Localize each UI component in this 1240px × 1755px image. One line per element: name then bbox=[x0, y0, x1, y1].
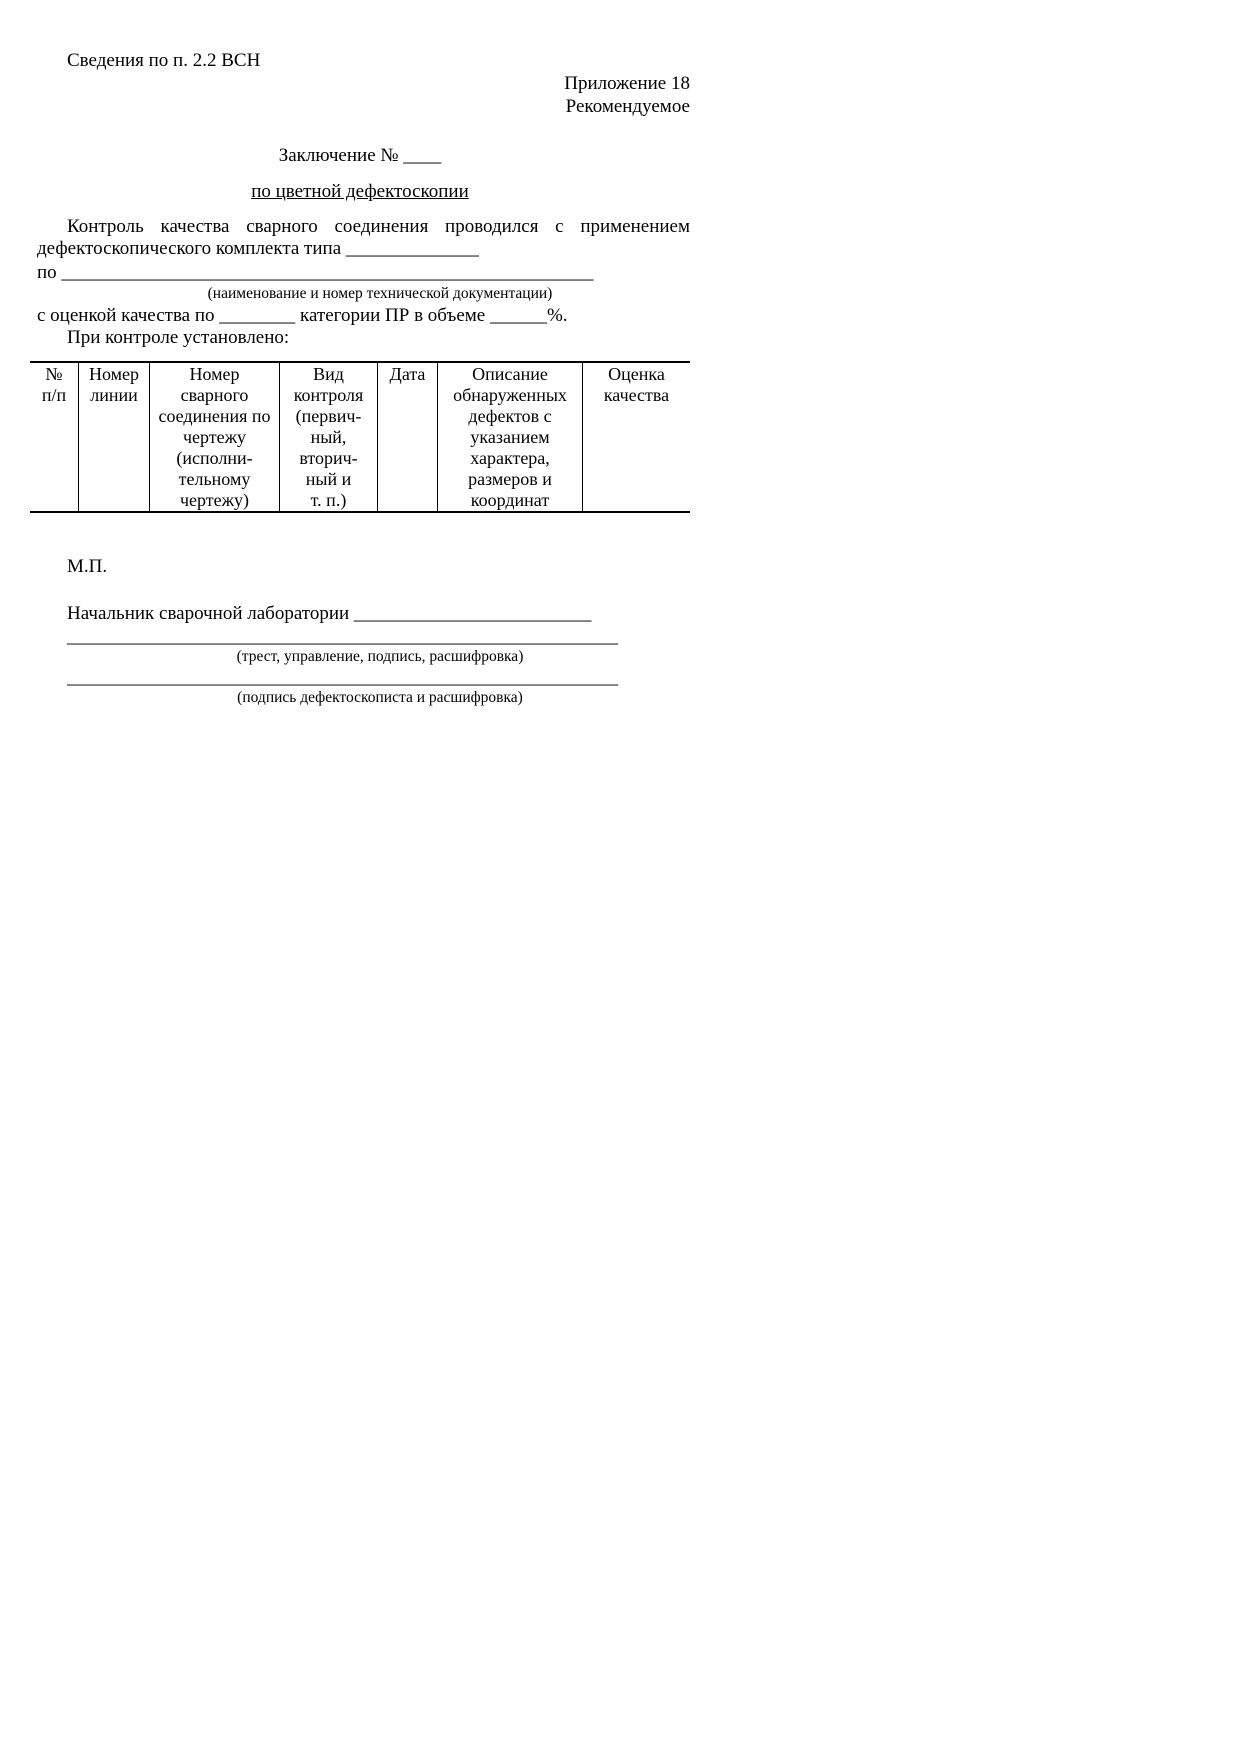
header-cell-line: Номер линии bbox=[79, 362, 150, 512]
chief-signature-line: Начальник сварочной лаборатории _________________________ bbox=[67, 603, 592, 624]
signature-line-a: __________________________________________________________ bbox=[67, 626, 618, 647]
body-line-2: дефектоскопического комплекта типа ______________ bbox=[37, 238, 479, 259]
body-line-3: по ________________________________________________________ bbox=[37, 262, 594, 283]
header-cell-date: Дата bbox=[378, 362, 438, 512]
body-line-5: При контроле установлено: bbox=[67, 327, 290, 348]
header-cell-number: № п/п bbox=[30, 362, 79, 512]
appendix-status: Рекомендуемое bbox=[565, 96, 690, 117]
conclusion-title: Заключение № ____ bbox=[278, 145, 442, 166]
header-cell-quality: Оценка качества bbox=[583, 362, 691, 512]
header-cell-control-type: Вид контроля (первич- ный, вторич- ный и т. п.) bbox=[280, 362, 378, 512]
signature-line-b: __________________________________________________________ bbox=[67, 667, 618, 688]
header-cell-joint: Номер сварного соединения по чертежу (исполни- тельному чертежу) bbox=[150, 362, 280, 512]
conclusion-subject: по цветной дефектоскопии bbox=[251, 181, 469, 202]
header-cell-defects: Описание обнаруженных дефектов с указанием характера, размеров и координат bbox=[438, 362, 583, 512]
source-note: Сведения по п. 2.2 ВСН bbox=[67, 50, 261, 71]
hint-trust: (трест, управление, подпись, расшифровка) bbox=[236, 648, 524, 665]
appendix-number: Приложение 18 bbox=[564, 73, 690, 94]
body-line-1: Контроль качества сварного соединения проводился с применением bbox=[67, 216, 690, 237]
hint-inspector: (подпись дефектоскописта и расшифровка) bbox=[237, 689, 523, 706]
hint-tech-doc: (наименование и номер технической документации) bbox=[207, 285, 553, 302]
table-header-row bbox=[30, 362, 690, 512]
stamp-label: М.П. bbox=[67, 556, 108, 577]
body-line-4: с оценкой качества по ________ категории ПР в объеме ______%. bbox=[37, 305, 568, 326]
results-table bbox=[30, 361, 690, 513]
